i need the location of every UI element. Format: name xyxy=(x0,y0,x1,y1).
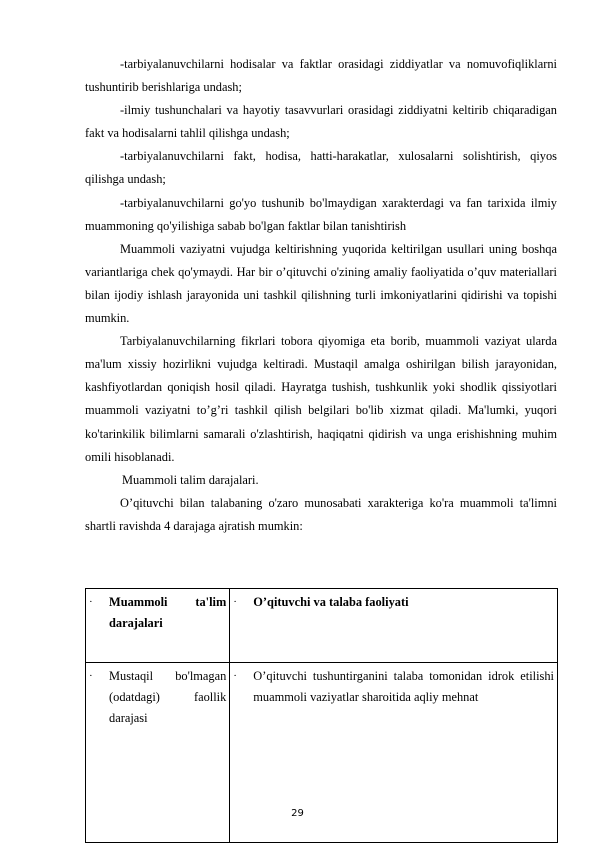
paragraph-1: -tarbiyalanuvchilarni hodisalar va faktlar orasidagi ziddiyatlar va nomuvofiqliklarni tushuntirib berishlariga undash; xyxy=(85,57,557,95)
paragraph-7: O’qituvchi bilan talabaning o'zaro munosabati xarakteriga ko'ra muammoli ta'limni shartli ravishda 4 darajaga ajratish mumkin: xyxy=(85,495,557,533)
bullet-icon: · xyxy=(233,596,237,608)
header-cell-activity xyxy=(230,589,558,663)
paragraph-6: Tarbiyalanuvchilarning fikrlari tobora qiyomiga eta borib, muammoli vaziyat ularda ma'lum xissiy hozirlikni vujudga keltiradi. Mustaqil amalga oshirilgan bilish jarayonidan, kashfiyotlardan qoniqish hosil qiladi. Hayratga tushish, tushkunlik yoki shodlik qissiyotlari muammoli vaziyatni to’g’ri tashkil qilish belgilari bo'lib xizmat qiladi. Ma'lumki, yuqori ko'tarinkilik bilimlarni samarali o'zlashtirish, haqiqatni qidirish va unga erishishning muhim omili hisoblanadi. xyxy=(85,334,557,464)
page-number: 29 xyxy=(291,808,304,819)
bullet-icon: · xyxy=(89,670,93,682)
header-cell-levels xyxy=(86,589,230,663)
level-text: Mustaqil bo'lmagan (odatdagi) faollik darajasi xyxy=(109,669,227,725)
activity-text: O’qituvchi tushuntirganini talaba tomonidan idrok etilishi muammoli vaziyatlar sharoitida aqliy mehnat xyxy=(253,669,554,704)
paragraph-5: Muammoli vaziyatni vujudga keltirishning yuqorida keltirilgan usullari uning boshqa variantlariga chek qo'ymaydi. Har bir o’qituvchi o'zining amaliy faoliyatida o’quv materiallari bilan ijodiy ishlash jarayonida uni tashkil qilishning turli imkoniyatlarini qidirishi va topishi mumkin. xyxy=(85,241,557,326)
paragraph-3: -tarbiyalanuvchilarni fakt, hodisa, hatti-harakatlar, xulosalarni solishtirish, qiyos qilishga undash; xyxy=(85,149,557,187)
body-text xyxy=(85,53,557,538)
table-header-row xyxy=(86,589,558,663)
header-levels-label: Muammoli ta'lim darajalari xyxy=(109,595,227,630)
paragraph-4: -tarbiyalanuvchilarni go'yo tushunib bo'lmaydigan xarakterdagi va fan tarixida ilmiy muammoning qo'yilishiga sabab bo'lgan faktlar bilan tanishtirish xyxy=(85,195,557,233)
bullet-icon: · xyxy=(89,596,93,608)
section-heading: Muammoli talim darajalari. xyxy=(122,472,259,487)
header-activity-label: O’qituvchi va talaba faoliyati xyxy=(253,595,409,609)
bullet-icon: · xyxy=(233,670,237,682)
paragraph-2: -ilmiy tushunchalari va hayotiy tasavvurlari orasidagi ziddiyatni keltirib chiqaradigan fakt va hodisalarni tahlil qilishga undash; xyxy=(85,103,557,141)
levels-table xyxy=(85,588,558,843)
